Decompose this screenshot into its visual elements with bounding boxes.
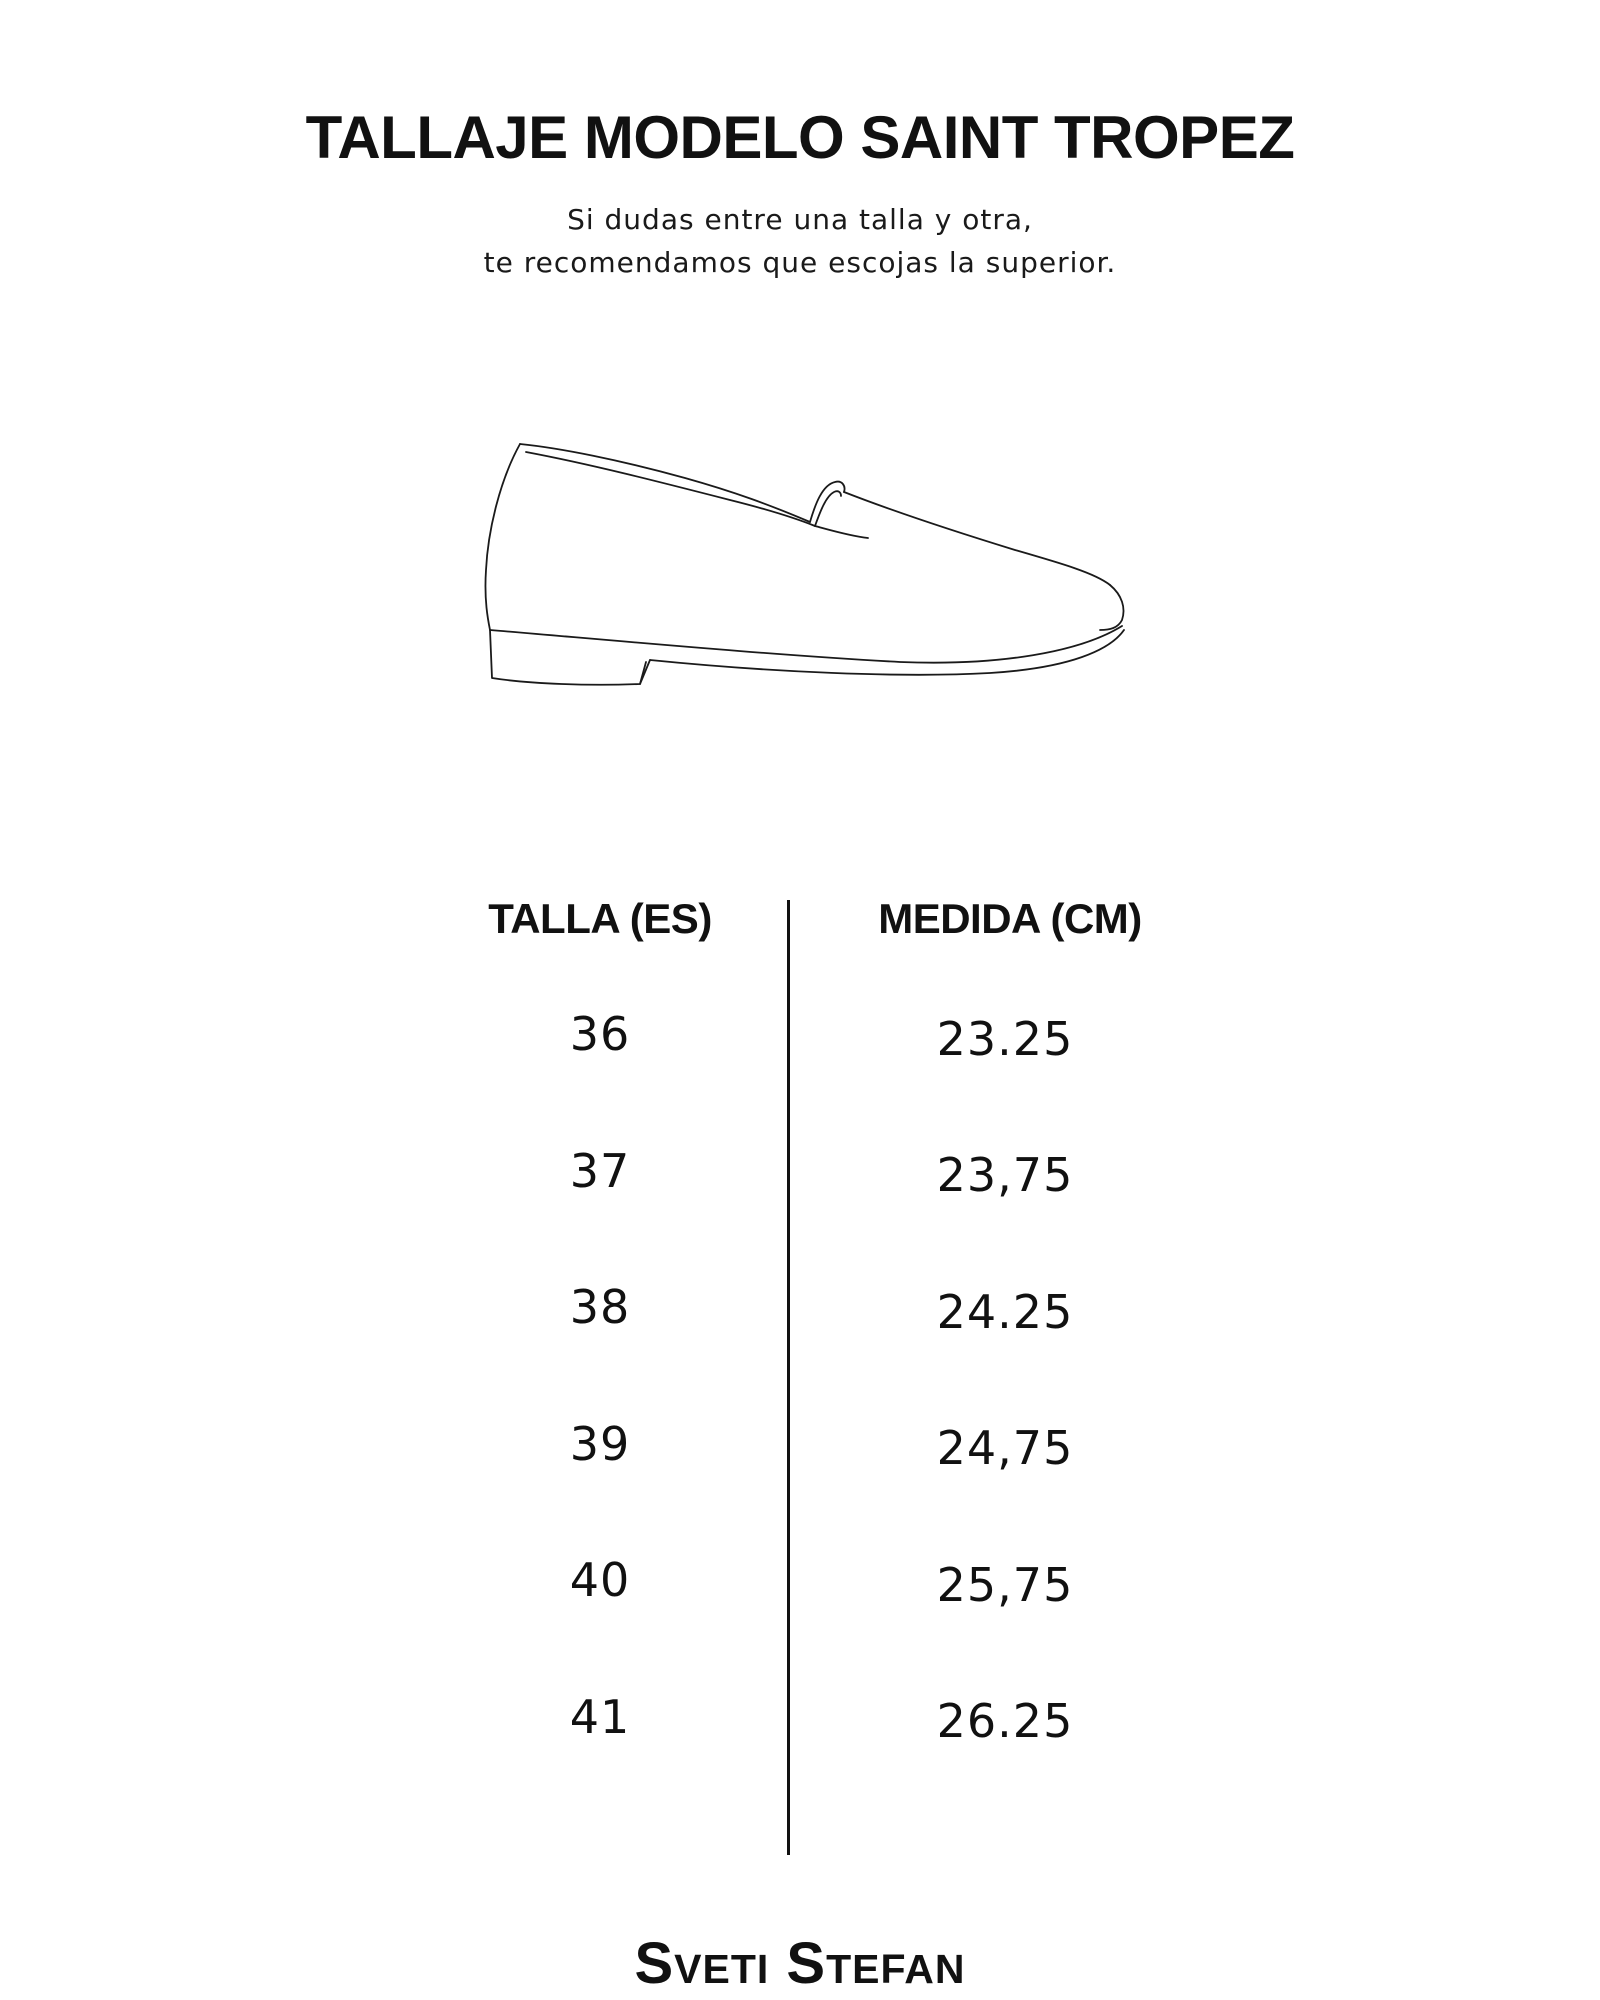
measure-value: 23.25 — [936, 1012, 1074, 1066]
size-value: 37 — [569, 1144, 631, 1198]
measure-value: 25,75 — [936, 1558, 1074, 1612]
size-column-header: TALLA (ES) — [488, 895, 712, 942]
measure-value: 26.25 — [936, 1694, 1074, 1748]
subtitle-line-1: Si dudas entre una talla y otra, — [567, 203, 1033, 236]
measure-column-header: MEDIDA (CM) — [878, 895, 1142, 942]
measure-value: 24.25 — [936, 1285, 1074, 1339]
size-value: 40 — [569, 1553, 631, 1607]
size-value: 36 — [569, 1007, 631, 1061]
page-title: TALLAJE MODELO SAINT TROPEZ — [305, 104, 1295, 171]
measure-value: 24,75 — [936, 1421, 1074, 1475]
size-value: 39 — [569, 1417, 631, 1471]
size-value: 41 — [569, 1690, 631, 1744]
size-value: 38 — [569, 1280, 631, 1334]
brand-logo: Sveti Stefan — [634, 1931, 966, 1996]
measure-value: 23,75 — [936, 1148, 1074, 1202]
subtitle-line-2: te recomendamos que escojas la superior. — [483, 246, 1117, 279]
